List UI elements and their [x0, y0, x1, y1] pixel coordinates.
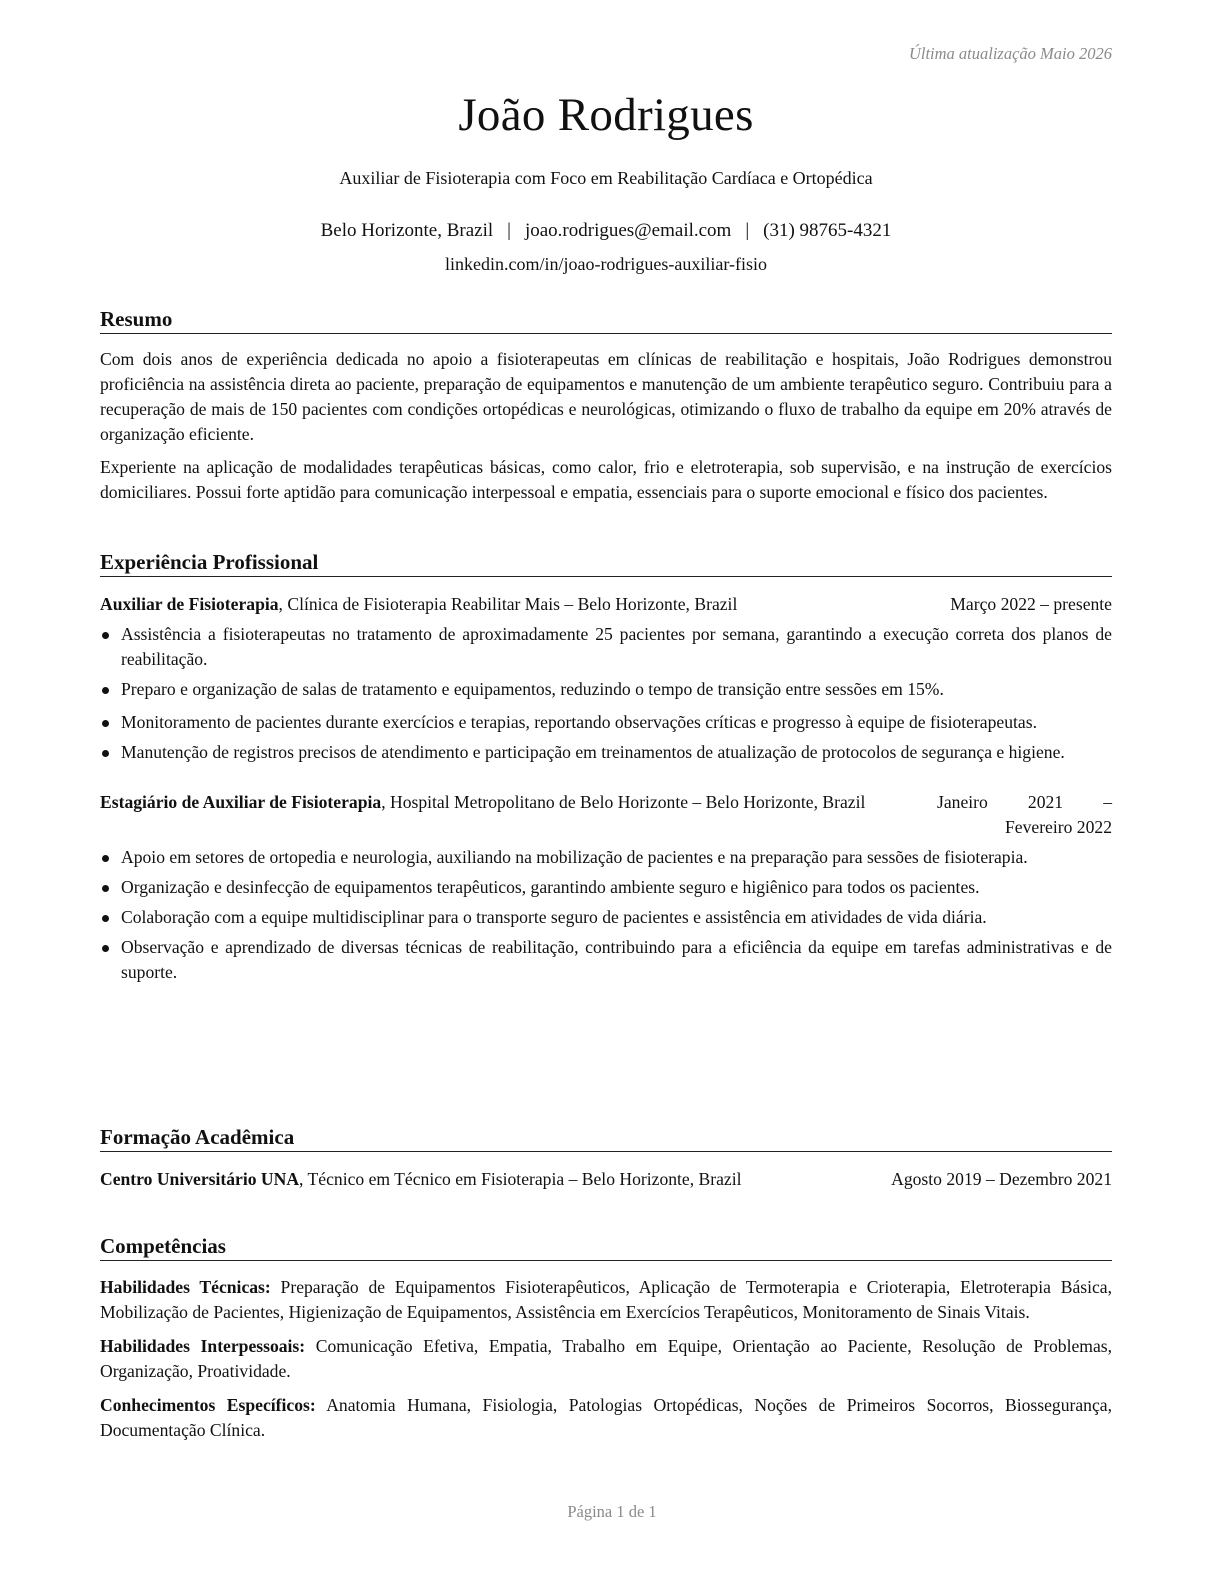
skill-group	[100, 1334, 1112, 1384]
email-link[interactable]: joao.rodrigues@email.com	[524, 220, 732, 241]
candidate-name: João Rodrigues	[458, 89, 754, 141]
experience-section	[100, 549, 1112, 985]
list-item	[100, 622, 1112, 672]
bullet-icon	[102, 720, 109, 727]
skills-section	[100, 1233, 1112, 1443]
summary-paragraph: Com dois anos de experiência dedicada no apoio a fisioterapeutas em clínicas de reabilitação e hospitais, João Rodrigues demonstrou proficiência na assistência direta ao paciente, preparação de equipamentos e manutenção de um ambiente terapêutico seguro. Contribuiu para a recuperação de mais de 150 pacientes com condições ortopédicas e neurológicas, otimizando o fluxo de trabalho da equipe em 20% através de organização eficiente.	[100, 349, 1112, 444]
job-role: Estagiário de Auxiliar de Fisioterapia	[100, 792, 382, 812]
skill-group-label: Habilidades Técnicas:	[100, 1277, 271, 1297]
summary-paragraph: Experiente na aplicação de modalidades terapêuticas básicas, como calor, frio e eletroterapia, sob supervisão, e na instrução de exercícios domiciliares. Possui forte aptidão para comunicação interpessoal e empatia, essenciais para o suporte emocional e físico dos pacientes.	[100, 457, 1112, 502]
list-item	[100, 845, 1112, 870]
list-item	[100, 875, 1112, 900]
skill-group	[100, 1275, 1112, 1325]
contact-line	[100, 220, 1112, 242]
list-item	[100, 905, 1112, 930]
phone-number: (31) 98765-4321	[763, 220, 892, 241]
list-item	[100, 710, 1112, 735]
job-header	[100, 790, 1112, 840]
bullet-text: Monitoramento de pacientes durante exercícios e terapias, reportando observações críticas e progresso à equipe de fisioterapeutas.	[121, 712, 1037, 732]
skill-group	[100, 1393, 1112, 1443]
section-title: Competências	[100, 1233, 1112, 1261]
section-title: Formação Acadêmica	[100, 1124, 1112, 1152]
bullet-text: Manutenção de registros precisos de atendimento e participação em treinamentos de atualização de protocolos de segurança e higiene.	[121, 742, 1065, 762]
education-entry	[100, 1167, 1112, 1192]
candidate-headline: Auxiliar de Fisioterapia com Foco em Reabilitação Cardíaca e Ortopédica	[339, 168, 873, 188]
skill-group-text: Preparação de Equipamentos Fisioterapêuticos, Aplicação de Termoterapia e Crioterapia, Eletroterapia Básica, Mobilização de Pacientes, Higienização de Equipamentos, Assistência em Exercícios Terapêuticos, Monitoramento de Sinais Vitais.	[100, 1277, 1113, 1322]
list-item	[100, 740, 1112, 765]
job-organization: , Clínica de Fisioterapia Reabilitar Mais – Belo Horizonte, Brazil	[278, 594, 738, 614]
section-title: Resumo	[100, 306, 1112, 334]
job-bullets	[100, 622, 1112, 765]
education-section	[100, 1124, 1112, 1192]
bullet-text: Preparo e organização de salas de tratamento e equipamentos, reduzindo o tempo de transição entre sessões em 15%.	[121, 679, 944, 699]
job-organization: , Hospital Metropolitano de Belo Horizonte – Belo Horizonte, Brazil	[381, 792, 866, 812]
job-header	[100, 592, 1112, 617]
bullet-text: Assistência a fisioterapeutas no tratamento de aproximadamente 25 pacientes por semana, garantindo a execução correta dos planos de reabilitação.	[121, 624, 1112, 669]
skill-group-text: Comunicação Efetiva, Empatia, Trabalho em Equipe, Orientação ao Paciente, Resolução de Problemas, Organização, Proatividade.	[100, 1336, 1113, 1381]
bullet-text: Colaboração com a equipe multidisciplinar para o transporte seguro de pacientes e assistência em atividades de vida diária.	[121, 907, 987, 927]
section-title: Experiência Profissional	[100, 549, 1112, 577]
skill-group-label: Habilidades Interpessoais:	[100, 1336, 306, 1356]
list-item	[100, 677, 1112, 702]
list-item	[100, 935, 1112, 985]
linkedin-link[interactable]: linkedin.com/in/joao-rodrigues-auxiliar-fisio	[444, 254, 768, 274]
bullet-icon	[102, 885, 109, 892]
page-number: Página 1 de 1	[567, 1502, 657, 1521]
institution-name: Centro Universitário UNA	[100, 1169, 300, 1189]
last-updated: Última atualização Maio 2026	[908, 44, 1112, 63]
job-bullets	[100, 845, 1112, 985]
bullet-text: Organização e desinfecção de equipamentos terapêuticos, garantindo ambiente seguro e higiênico para todos os pacientes.	[121, 877, 980, 897]
bullet-text: Observação e aprendizado de diversas técnicas de reabilitação, contribuindo para a eficiência da equipe em tarefas administrativas e de suporte.	[121, 937, 1112, 982]
bullet-icon	[102, 750, 109, 757]
bullet-icon	[102, 945, 109, 952]
bullet-icon	[102, 632, 109, 639]
bullet-icon	[102, 687, 109, 694]
bullet-text: Apoio em setores de ortopedia e neurologia, auxiliando na mobilização de pacientes e na preparação para sessões de fisioterapia.	[121, 847, 1028, 867]
job-role: Auxiliar de Fisioterapia	[100, 594, 279, 614]
education-dates: Agosto 2019 – Dezembro 2021	[891, 1169, 1112, 1189]
job-dates: Março 2022 – presente	[950, 594, 1112, 614]
contact-separator: |	[745, 220, 750, 241]
contact-separator: |	[507, 220, 511, 241]
bullet-icon	[102, 855, 109, 862]
location: Belo Horizonte, Brazil	[320, 220, 494, 241]
education-details: , Técnico em Técnico em Fisioterapia – Belo Horizonte, Brazil	[299, 1169, 742, 1189]
summary-section	[100, 306, 1112, 505]
skill-group-text: Anatomia Humana, Fisiologia, Patologias Ortopédicas, Noções de Primeiros Socorros, Biossegurança, Documentação Clínica.	[100, 1395, 1112, 1440]
skill-group-label: Conhecimentos Específicos:	[100, 1395, 316, 1415]
job-dates: Janeiro 2021 – Fevereiro 2022	[937, 792, 1112, 837]
bullet-icon	[102, 915, 109, 922]
